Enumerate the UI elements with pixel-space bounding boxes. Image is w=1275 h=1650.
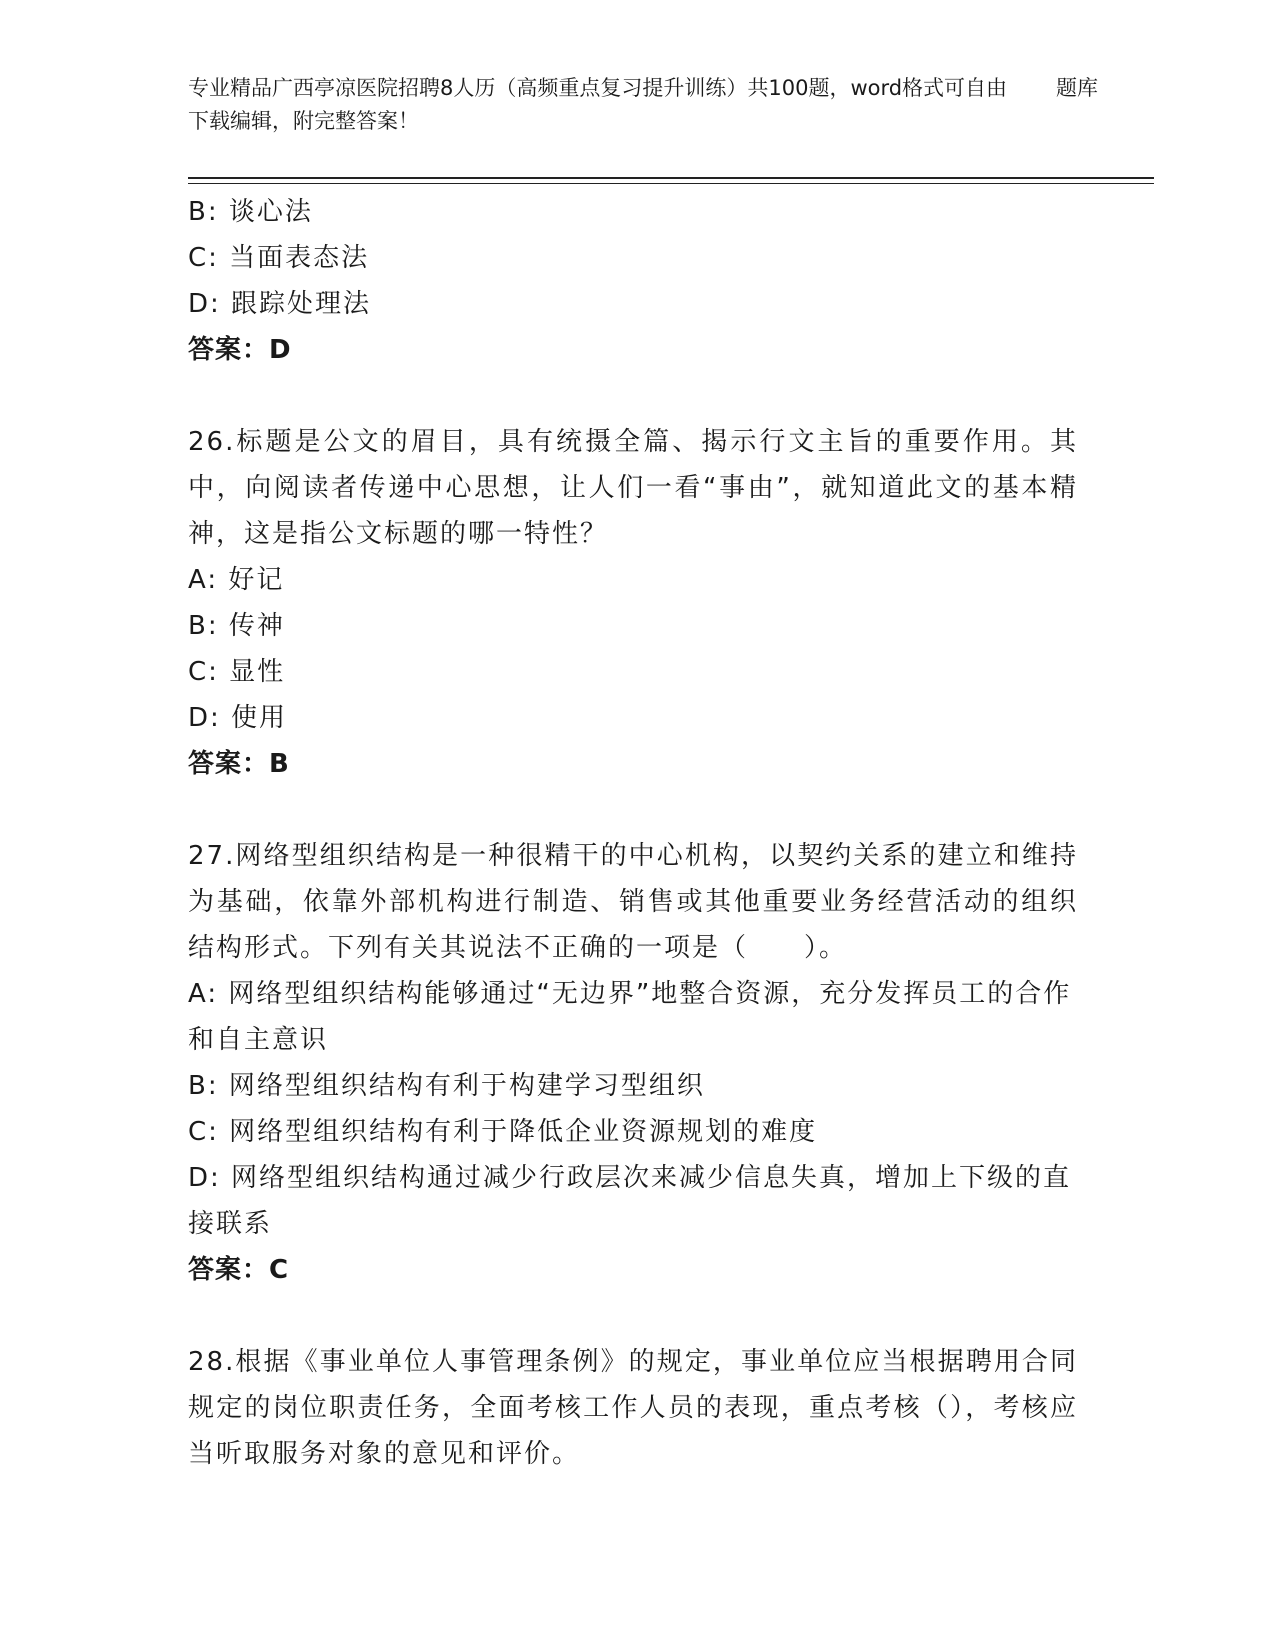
spacer — [188, 787, 1078, 833]
spacer — [188, 373, 1078, 419]
answer: 答案：C — [188, 1255, 290, 1285]
option-c: C: 显性 — [188, 657, 286, 687]
option-d: D: 跟踪处理法 — [188, 289, 372, 319]
spacer — [188, 1293, 1078, 1339]
question-stem: 27.网络型组织结构是一种很精干的中心机构，以契约关系的建立和维持为基础，依靠外部机构进行制造、销售或其他重要业务经营活动的组织结构形式。下列有关其说法不正确的一项是（ ）。 — [188, 841, 1078, 963]
document-title: 专业精品广西亭凉医院招聘8人历（高频重点复习提升训练）共100题，word格式可自由下载编辑，附完整答案！ — [188, 76, 1008, 133]
page-header — [188, 72, 1148, 138]
question-26 — [188, 419, 1078, 787]
question-28 — [188, 1339, 1078, 1477]
option-d: D: 网络型组织结构通过减少行政层次来减少信息失真，增加上下级的直接联系 — [188, 1163, 1072, 1239]
header-tag: 题库 — [1056, 76, 1098, 100]
header-divider-thin — [188, 183, 1154, 184]
question-stem: 28.根据《事业单位人事管理条例》的规定，事业单位应当根据聘用合同规定的岗位职责任务，全面考核工作人员的表现，重点考核（），考核应当听取服务对象的意见和评价。 — [188, 1347, 1078, 1469]
header-divider-thick — [188, 177, 1154, 179]
option-b: B: 网络型组织结构有利于构建学习型组织 — [188, 1071, 705, 1101]
prev-question-block — [188, 189, 1078, 373]
option-a: A: 好记 — [188, 565, 285, 595]
question-27 — [188, 833, 1078, 1293]
option-d: D: 使用 — [188, 703, 288, 733]
option-c: C: 网络型组织结构有利于降低企业资源规划的难度 — [188, 1117, 818, 1147]
option-c: C: 当面表态法 — [188, 243, 370, 273]
answer: 答案：D — [188, 335, 292, 365]
option-b: B: 谈心法 — [188, 197, 313, 227]
question-stem: 26.标题是公文的眉目，具有统摄全篇、揭示行文主旨的重要作用。其中，向阅读者传递中心思想，让人们一看“事由”，就知道此文的基本精神，这是指公文标题的哪一特性？ — [188, 427, 1078, 549]
answer: 答案：B — [188, 749, 290, 779]
option-b: B: 传神 — [188, 611, 285, 641]
option-a: A: 网络型组织结构能够通过“无边界”地整合资源，充分发挥员工的合作和自主意识 — [188, 979, 1072, 1055]
document-body — [188, 189, 1078, 1477]
